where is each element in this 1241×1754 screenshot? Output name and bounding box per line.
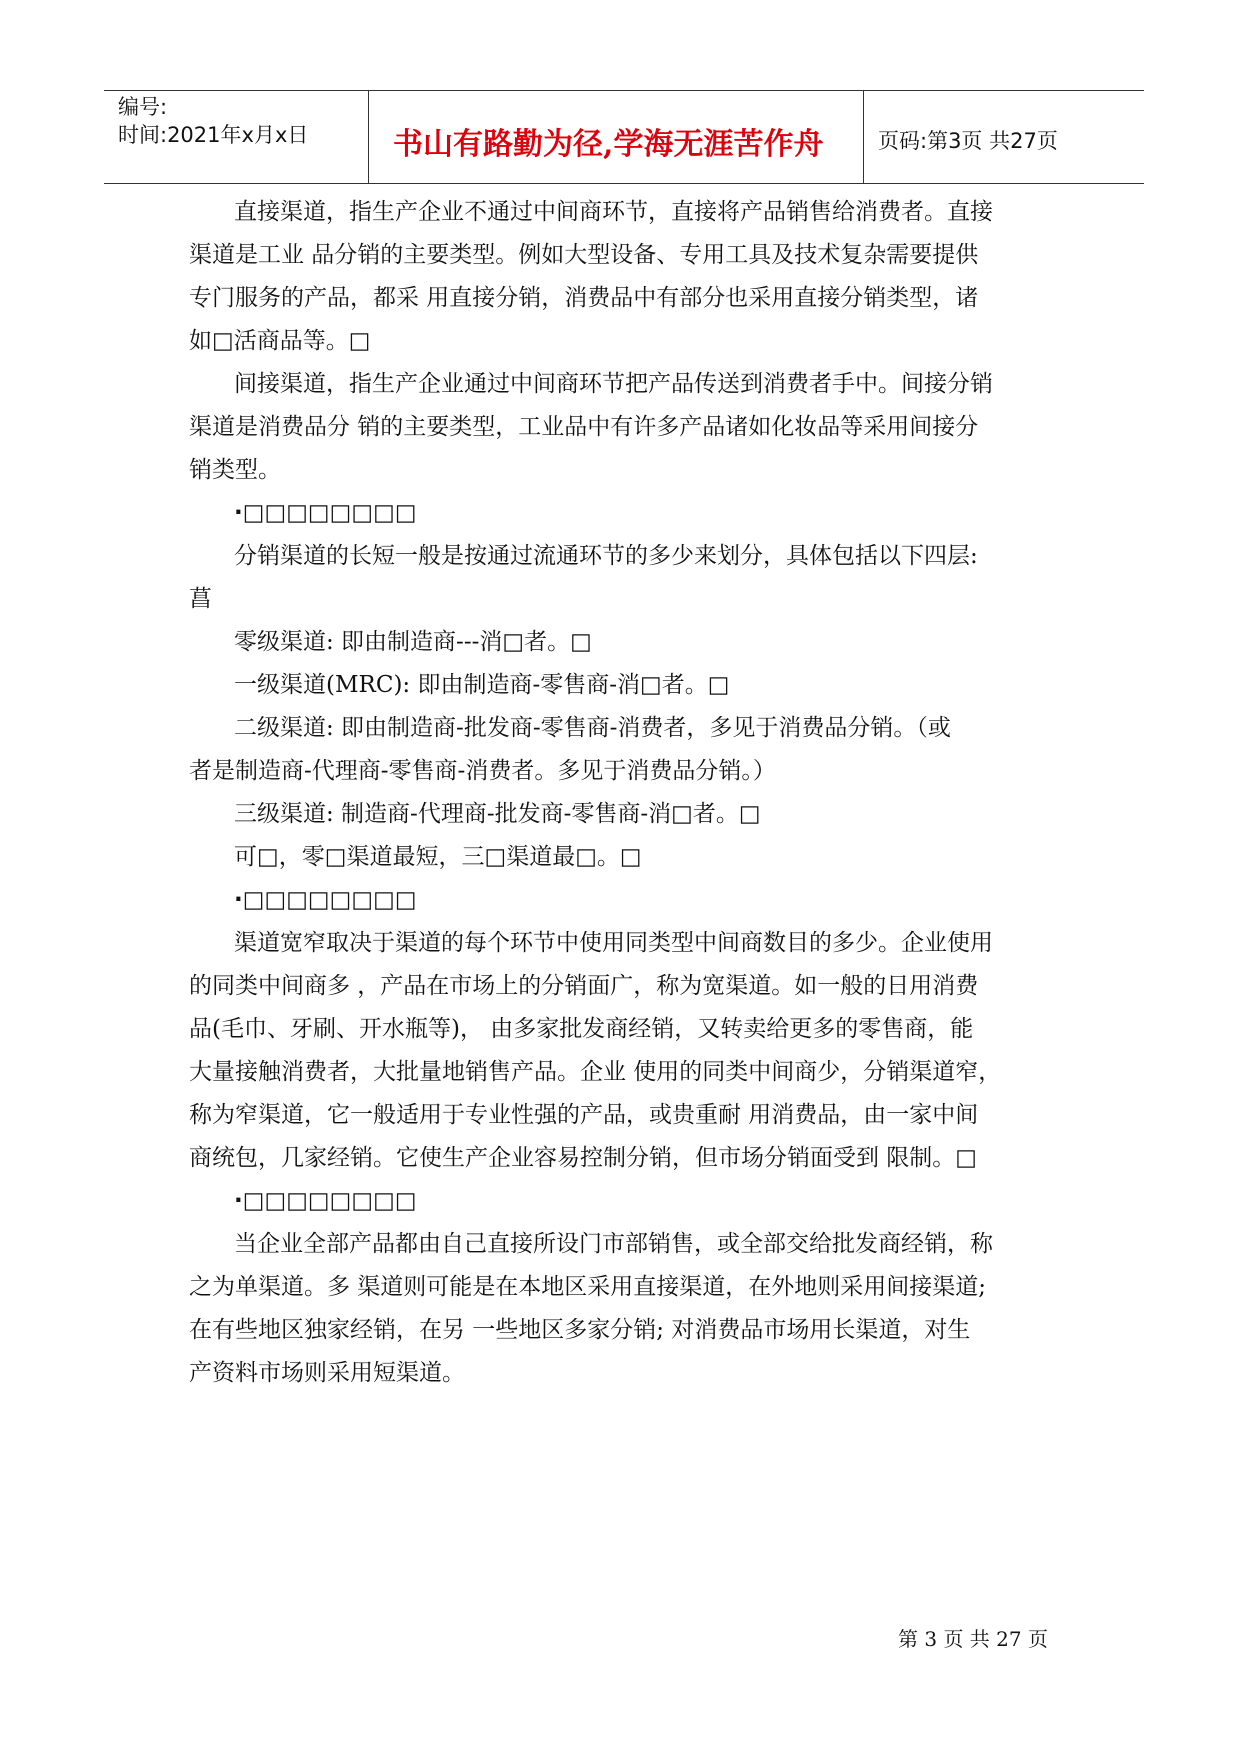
section-heading: ·□□□□□□□□ — [234, 1188, 417, 1214]
paragraph-line: 者是制造商-代理商-零售商-消费者。多见于消费品分销。） — [189, 758, 776, 784]
paragraph-line: 的同类中间商多 ，产品在市场上的分销面广，称为宽渠道。如一般的日用消费 — [189, 973, 979, 999]
paragraph-line: 直接渠道，指生产企业不通过中间商环节，直接将产品销售给消费者。直接 — [234, 199, 993, 225]
page-header — [104, 90, 1144, 184]
paragraph-line: 在有些地区独家经销，在另 一些地区多家分销; 对消费品市场用长渠道，对生 — [189, 1317, 971, 1343]
paragraph-line: 销类型。 — [189, 457, 281, 483]
paragraph-line: 间接渠道，指生产企业通过中间商环节把产品传送到消费者手中。间接分销 — [234, 371, 993, 397]
paragraph-line: 二级渠道: 即由制造商-批发商-零售商-消费者，多见于消费品分销。（或 — [234, 715, 951, 741]
header-page-cell — [864, 91, 1144, 183]
paragraph-line: 一级渠道(MRC): 即由制造商-零售商-消□者。□ — [234, 672, 730, 698]
paragraph-line: 渠道是消费品分 销的主要类型，工业品中有许多产品诸如化妆品等采用间接分 — [189, 414, 979, 440]
paragraph-line: 三级渠道: 制造商-代理商-批发商-零售商-消□者。□ — [234, 801, 761, 827]
document-number-label: 编号: — [118, 95, 168, 119]
paragraph-line: 专门服务的产品，都采 用直接分销，消费品中有部分也采用直接分销类型，诸 — [189, 285, 979, 311]
paragraph-line: 分销渠道的长短一般是按通过流通环节的多少来划分，具体包括以下四层: — [234, 543, 978, 569]
header-motto: 书山有路勤为径,学海无涯苦作舟 — [393, 127, 824, 162]
paragraph-line: 当企业全部产品都由自己直接所设门市部销售，或全部交给批发商经销，称 — [234, 1231, 993, 1257]
paragraph-line: 菖 — [189, 586, 212, 612]
paragraph-line: 渠道是工业 品分销的主要类型。例如大型设备、专用工具及技术复杂需要提供 — [189, 242, 979, 268]
paragraph-line: 大量接触消费者，大批量地销售产品。企业 使用的同类中间商少，分销渠道窄， — [189, 1059, 1002, 1085]
paragraph-line: 可□，零□渠道最短，三□渠道最□。□ — [234, 844, 642, 870]
section-heading: ·□□□□□□□□ — [234, 887, 417, 913]
header-motto-cell — [369, 91, 864, 183]
paragraph-line: 品(毛巾、牙刷、开水瓶等)， 由多家批发商经销，又转卖给更多的零售商，能 — [189, 1016, 974, 1042]
paragraph-line: 产资料市场则采用短渠道。 — [189, 1360, 465, 1386]
paragraph-line: 之为单渠道。多 渠道则可能是在本地区采用直接渠道，在外地则采用间接渠道; — [189, 1274, 987, 1300]
paragraph-line: 零级渠道: 即由制造商---消□者。□ — [234, 629, 592, 655]
header-info-cell — [104, 91, 369, 183]
header-page-number: 页码:第3页 共27页 — [878, 129, 1058, 153]
paragraph-line: 如□活商品等。□ — [189, 328, 371, 354]
paragraph-line: 称为窄渠道，它一般适用于专业性强的产品，或贵重耐 用消费品，由一家中间 — [189, 1102, 979, 1128]
document-date-label: 时间:2021年x月x日 — [118, 123, 309, 147]
page-footer: 第 3 页 共 27 页 — [898, 1627, 1048, 1651]
paragraph-line: 商统包，几家经销。它使生产企业容易控制分销，但市场分销面受到 限制。□ — [189, 1145, 978, 1171]
section-heading: ·□□□□□□□□ — [234, 500, 417, 526]
paragraph-line: 渠道宽窄取决于渠道的每个环节中使用同类型中间商数目的多少。企业使用 — [234, 930, 993, 956]
